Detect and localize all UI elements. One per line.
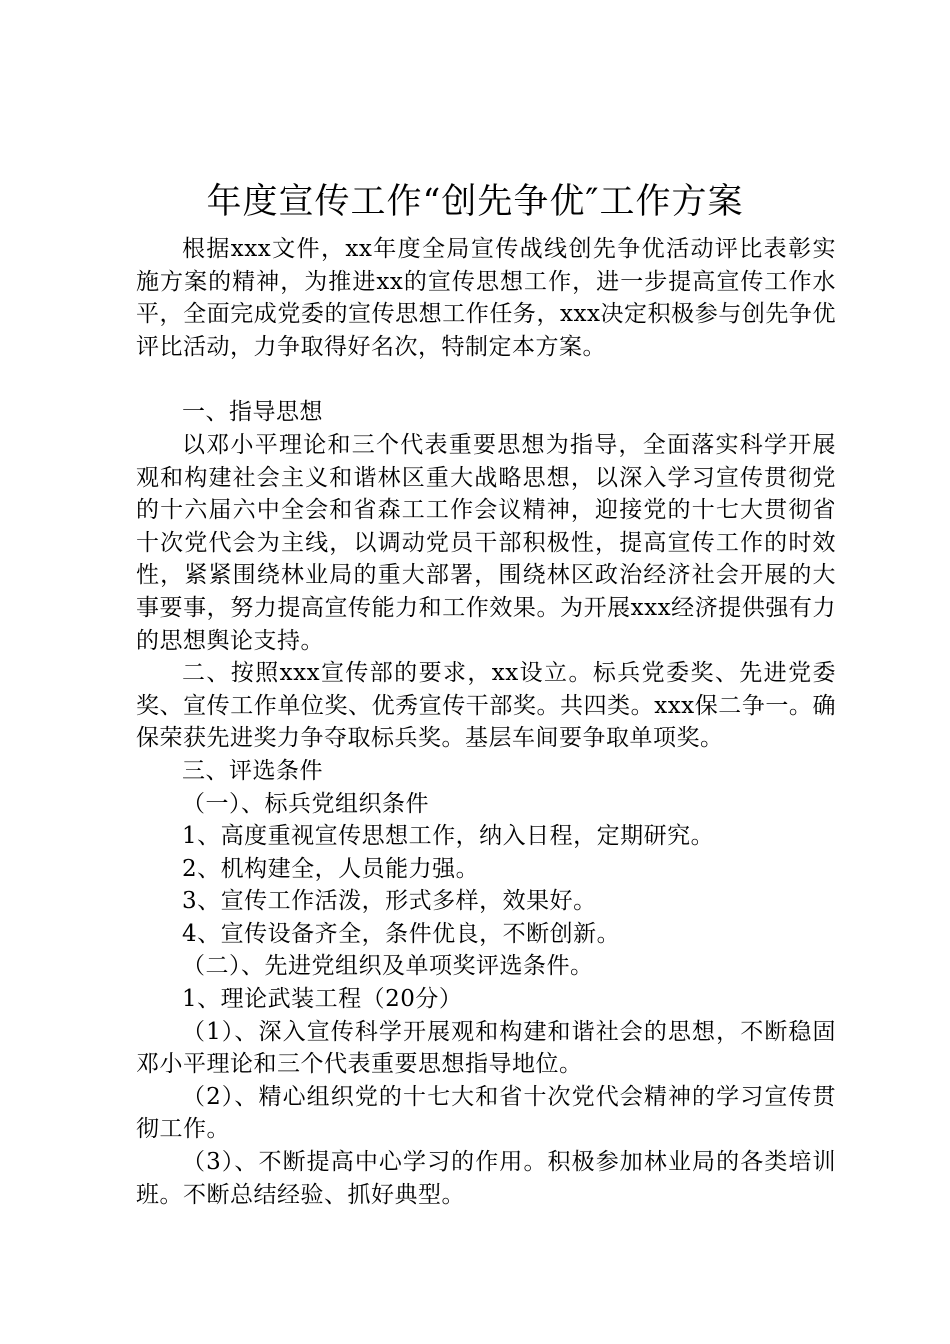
list-item: （2）、精心组织党的十七大和省十次党代会精神的学习宣传贯彻工作。 xyxy=(136,1083,836,1143)
awards-paragraph: 二、按照xxx宣传部的要求，xx设立。标兵党委奖、先进党委奖、宣传工作单位奖、优秀宣传干部奖。共四类。xxx保二争一。确保荣获先进奖力争夺取标兵奖。基层车间要争取单项奖。 xyxy=(136,660,836,752)
section-heading-criteria: 三、评选条件 xyxy=(182,757,323,784)
list-item: 3、宣传工作活泼，形式多样，效果好。 xyxy=(182,888,597,915)
document-title: 年度宣传工作“创先争优″工作方案 xyxy=(206,182,744,222)
list-item: 1、高度重视宣传思想工作，纳入日程，定期研究。 xyxy=(182,823,715,850)
list-item: （1）、深入宣传科学开展观和构建和谐社会的思想，不断稳固邓小平理论和三个代表重要思想指导地位。 xyxy=(136,1018,836,1078)
subsection-heading-model-org: （一）、标兵党组织条件 xyxy=(182,790,429,817)
intro-paragraph: 根据xxx文件，xx年度全局宣传战线创先争优活动评比表彰实施方案的精神，为推进xx的宣传思想工作，进一步提高宣传工作水平，全面完成党委的宣传思想工作任务，xxx决定积极参与创先争优评比活动，力争取得好名次，特制定本方案。 xyxy=(136,236,836,360)
list-item: 2、机构建全，人员能力强。 xyxy=(182,855,480,882)
subsection-heading-advanced-org: （二）、先进党组织及单项奖评选条件。 xyxy=(182,953,594,980)
list-item: （3）、不断提高中心学习的作用。积极参加林业局的各类培训班。不断总结经验、抓好典型。 xyxy=(136,1149,836,1208)
section-heading-guiding-thought: 一、指导思想 xyxy=(182,399,323,426)
paragraph-gap xyxy=(136,363,836,396)
guiding-thought-paragraph: 以邓小平理论和三个代表重要思想为指导，全面落实科学开展观和构建社会主义和谐林区重大战略思想，以深入学习宣传贯彻党的十六届六中全会和省森工工作会议精神，迎接党的十七大贯彻省十次党代会为主线，以调动党员干部积极性，提高宣传工作的时效性，紧紧围绕林业局的重大部署，围绕林区政治经济社会开展的大事要事，努力提高宣传能力和工作效果。为开展xxx经济提供强有力的思想舆论支持。 xyxy=(136,431,836,654)
list-item: 4、宣传设备齐全，条件优良，不断创新。 xyxy=(182,920,621,947)
document-body xyxy=(136,233,836,1211)
list-item: 1、理论武装工程（20分） xyxy=(182,986,463,1013)
